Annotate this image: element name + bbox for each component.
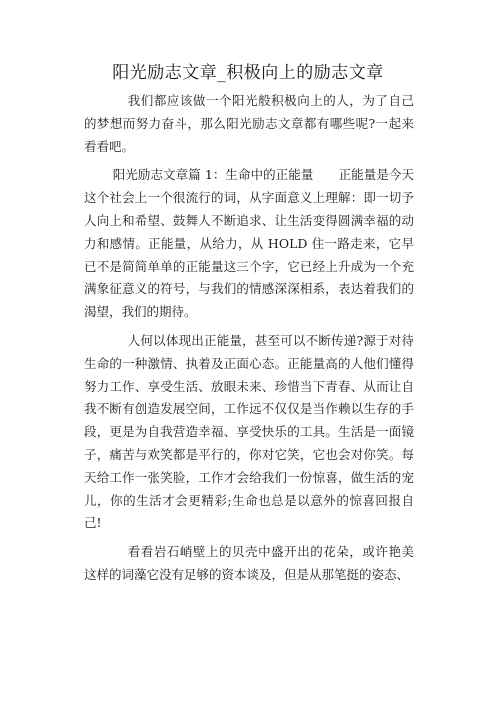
paragraph-flower: 看看岩石峭壁上的贝壳中盛开出的花朵，或许艳美这样的词藻它没有足够的资本谈及，但是从那笔挺的姿态、 <box>84 544 414 582</box>
paragraph-intro: 我们都应该做一个阳光般积极向上的人，为了自己的梦想而努力奋斗，那么阳光励志文章都有哪些呢?一起来看看吧。 <box>84 93 414 154</box>
document-title: 阳光励志文章_积极向上的励志文章 <box>112 63 384 83</box>
paragraph-article-1: 阳光励志文章篇 1：生命中的正能量 正能量是今天这个社会上一个很流行的词，从字面意义上理解：即一切予人向上和希望、鼓舞人不断追求、让生活变得圆满幸福的动力和感情。正能量，从给力，从 HOLD 住一路走来，它早已不是简简单单的正能量这三个字，它已经上升成为一个充满象征意义的符号，与我们的情感深深相系，表达着我们的渴望，我们的期待。 <box>84 167 414 320</box>
document-body <box>84 90 414 593</box>
paragraph-positive-energy: 人何以体现出正能量，甚至可以不断传递?源于对待生命的一种激情、执着及正面心态。正能量高的人他们懂得努力工作、享受生活、放眼未来、珍惜当下青春、从而让自我不断有创造发展空间，工作远不仅仅是当作赖以生存的手段，更是为自我营造幸福、享受快乐的工具。生活是一面镜子，痛苦与欢笑都是平行的，你对它笑，它也会对你笑。每天给工作一张笑脸，工作才会给我们一份惊喜，做生活的宠儿，你的生活才会更精彩;生命也总是以意外的惊喜回报自己! <box>84 332 414 531</box>
